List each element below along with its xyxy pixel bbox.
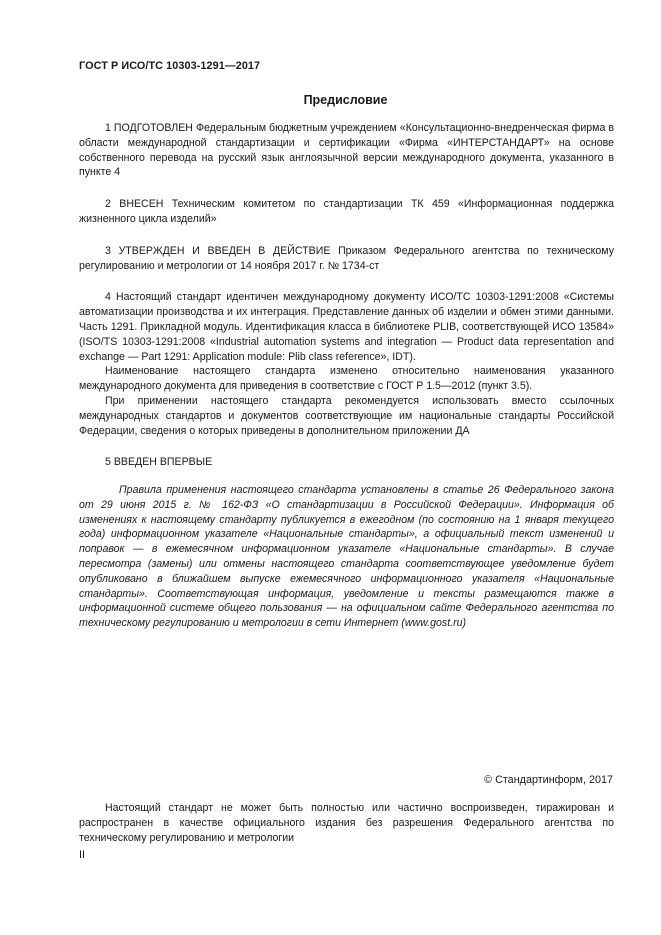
paragraph-prepared: 1 ПОДГОТОВЛЕН Федеральным бюджетным учреждением «Консультационно-внедренческая фирма в области международной стандартизации и сертификации «Фирма «ИНТЕРСТАНДАРТ» на основе собственного перевода на русский язык англоязычной версии международного документа, указанного в пункте 4	[79, 122, 614, 179]
paragraph-name-changed: Наименование настоящего стандарта изменено относительно наименования указанного международного документа для приведения в соответствие с ГОСТ Р 1.5—2012 (пункт 3.5).	[79, 365, 614, 393]
paragraph-first-introduced: 5 ВВЕДЕН ВПЕРВЫЕ	[105, 456, 213, 469]
paragraph-references: При применении настоящего стандарта рекомендуется использовать вместо ссылочных международных стандартов и документов соответствующие им национальные стандарты Российской Федерации, сведения о которых приведены в дополнительном приложении ДА	[79, 394, 614, 437]
reproduction-notice: Настоящий стандарт не может быть полностью или частично воспроизведен, тиражирован и распространен в качестве официального издания без разрешения Федерального агентства по техническому регулированию и метрологии	[79, 802, 614, 844]
paragraph-introduced: 2 ВНЕСЕН Техническим комитетом по стандартизации ТК 459 «Информационная поддержка жизненного цикла изделий»	[79, 198, 614, 225]
section-title: Предисловие	[303, 93, 388, 107]
preface-body	[79, 121, 614, 470]
paragraph-approved: 3 УТВЕРЖДЕН И ВВЕДЕН В ДЕЙСТВИЕ Приказом Федерального агентства по техническому регулированию и метрологии от 14 ноября 2017 г. № 1734-ст	[79, 244, 614, 272]
copyright: © Стандартинформ, 2017	[484, 774, 613, 786]
document-code: ГОСТ Р ИСО/ТС 10303-1291—2017	[79, 60, 261, 72]
application-rules-notice: Правила применения настоящего стандарта установлены в статье 26 Федерального закона от 29 июня 2015 г. № 162-ФЗ «О стандартизации в Российской Федерации». Информация об изменениях к настоящему стандарту публикуется в ежегодном (по состоянию на 1 января текущего года) информационном указателе «Национальные стандарты», а официальный текст изменений и поправок — в ежемесячном информационном указателе «Национальные стандарты». В случае пересмотра (замены) или отмены настоящего стандарта соответствующее уведомление будет опубликовано в ближайшем выпуске ежемесячного информационного указателя «Национальные стандарты». Соответствующая информация, уведомление и тексты размещаются также в информационной системе общего пользования — на официальном сайте Федерального агентства по техническому регулированию и метрологии в сети Интернет (www.gost.ru)	[79, 484, 614, 630]
page-number: II	[79, 849, 85, 861]
paragraph-identical: 4 Настоящий стандарт идентичен международному документу ИСО/ТС 10303-1291:2008 «Системы автоматизации производства и их интеграция. Представление данных об изделии и обмен этими данными. Часть 1291. Прикладной модуль. Идентификация класса в библиотеке PLIB, соответствующей ИСО 13584» (ISO/TS 10303-1291:2008 «Industrial automation systems and integration — Product data representation and exchange — Part 1291: Application module: Plib class reference», IDT).	[79, 291, 614, 363]
